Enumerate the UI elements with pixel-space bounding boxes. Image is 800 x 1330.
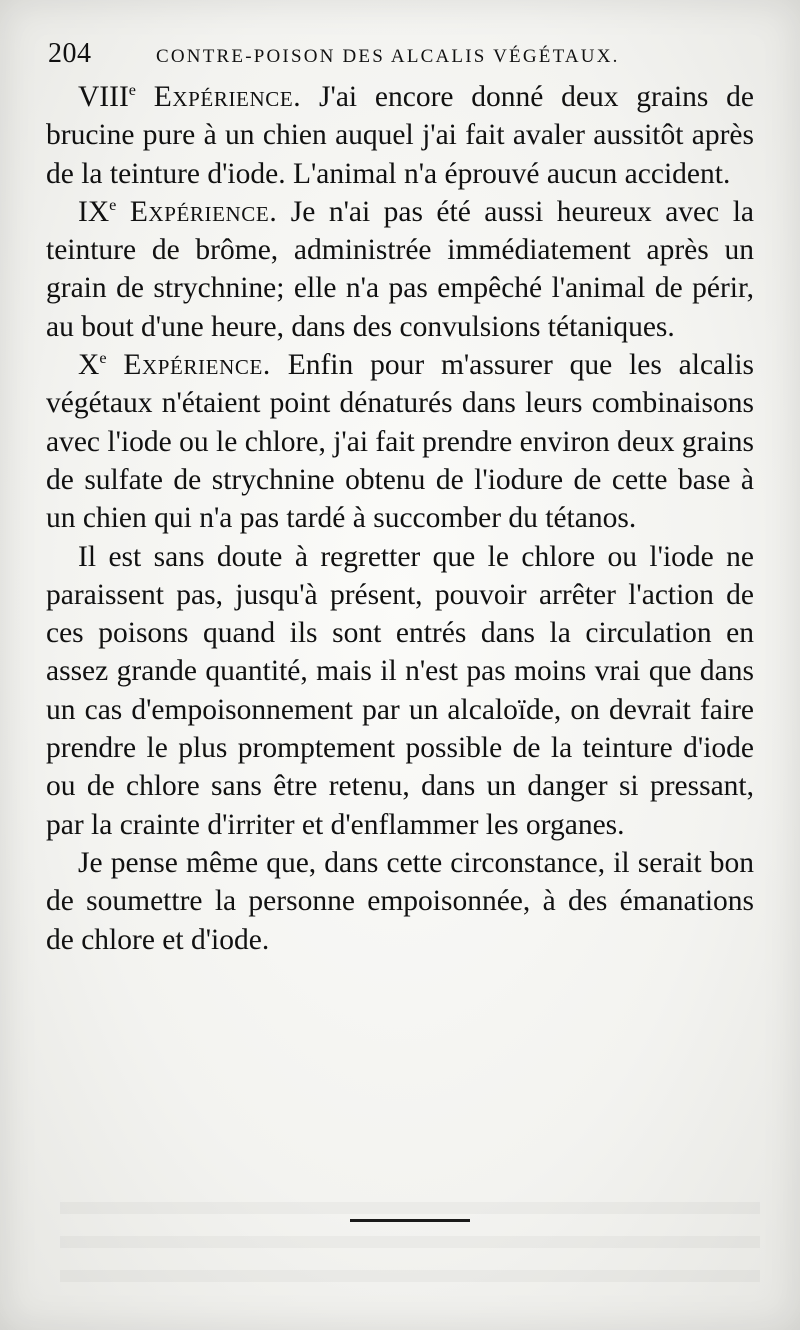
paragraph-experience-10 <box>46 346 754 537</box>
paragraph-text: Enfin pour m'assurer que les alcalis végétaux n'étaient point dénaturés dans leurs combinaisons avec l'iode ou le chlore, j'ai fait prendre environ deux grains de sulfate de strychnine obtenu de l'iodure de cette base à un chien qui n'a pas tardé à succomber du tétanos. <box>46 349 755 535</box>
experience-number: VIIIe <box>78 81 136 113</box>
paragraph-recommendation <box>46 844 754 959</box>
experience-number: Xe <box>78 349 107 382</box>
paragraph-text: Il est sans doute à regretter que le chlore ou l'iode ne paraissent pas, jusqu'à présent, pouvoir arrêter l'action de ces poisons quand ils sont entrés dans la circulation en assez grande quantité, mais il n'est pas moins vrai que dans un cas d'empoisonnement par un alcaloïde, on devrait faire prendre le plus promptement possible de la teinture d'iode ou de chlore sans être retenu, dans un danger si pressant, par la crainte d'irriter et d'enflammer les organes. <box>46 540 754 841</box>
end-rule <box>350 1219 470 1222</box>
paragraph-experience-8 <box>46 78 754 193</box>
experience-label: Expérience. <box>153 81 302 113</box>
paragraph-experience-9 <box>46 193 754 346</box>
bleed-through-text <box>60 1180 760 1290</box>
page-number: 204 <box>48 38 92 69</box>
running-title: CONTRE-POISON DES ALCALIS VÉGÉTAUX. <box>156 46 620 67</box>
running-head <box>48 38 748 82</box>
paragraph-text: J'ai encore donné deux grains de brucine pure à un chien auquel j'ai fait avaler aussitôt après de la teinture d'iode. L'animal n'a éprouvé aucun accident. <box>46 81 754 190</box>
paragraph-conclusion <box>46 538 754 844</box>
experience-label: Expérience. <box>123 349 271 382</box>
experience-number: IXe <box>78 195 117 228</box>
paragraph-text: Je pense même que, dans cette circonstance, il serait bon de soumettre la personne empoisonnée, à des émanations de chlore et d'iode. <box>46 846 754 956</box>
body-text <box>46 78 754 959</box>
experience-label: Expérience. <box>129 195 278 228</box>
paragraph-text: Je n'ai pas été aussi heureux avec la teinture de brôme, administrée immédiatement après un grain de strychnine; elle n'a pas empêché l'animal de périr, au bout d'une heure, dans des convulsions tétaniques. <box>46 195 755 343</box>
